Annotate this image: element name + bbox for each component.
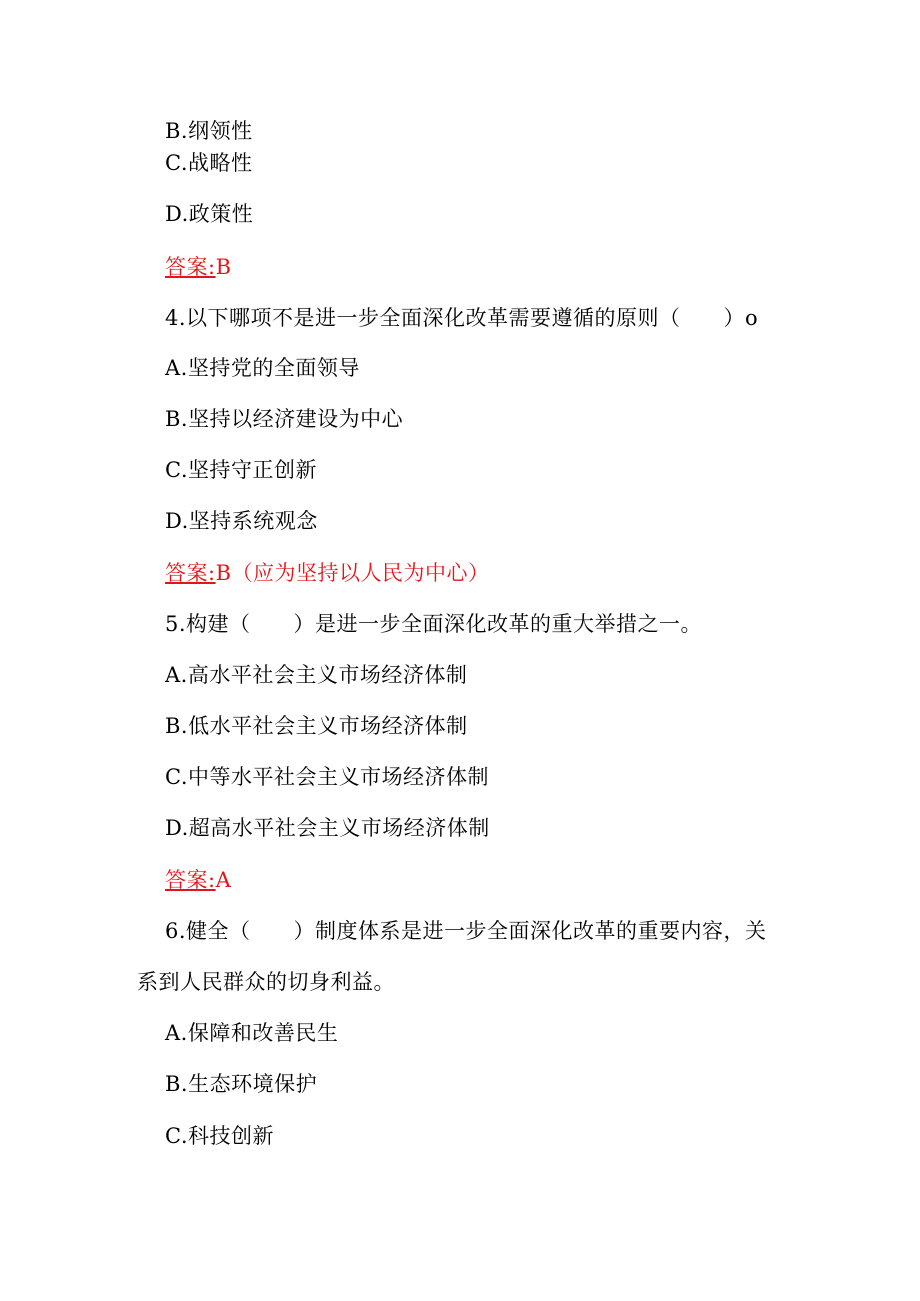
q3-answer-value: B	[215, 255, 232, 279]
q4-option-b: B.坚持以经济建设为中心	[165, 407, 404, 431]
q3-option-d: D.政策性	[165, 202, 254, 226]
q3-answer-label: 答案:	[165, 255, 216, 279]
q4-option-c: C.坚持守正创新	[165, 458, 317, 482]
q5-option-d: D.超高水平社会主义市场经济体制	[165, 816, 490, 840]
q3-option-c: C.战略性	[165, 151, 253, 175]
q4-stem: 4.以下哪项不是进一步全面深化改革需要遵循的原则（ ）o	[165, 306, 759, 330]
q6-option-a: A.保障和改善民生	[165, 1021, 339, 1045]
q5-option-c: C.中等水平社会主义市场经济体制	[165, 765, 489, 789]
q6-stem-line-1: 6.健全（ ）制度体系是进一步全面深化改革的重要内容，关	[165, 919, 767, 943]
q6-option-b: B.生态环境保护	[165, 1072, 318, 1096]
q5-answer-value: A	[215, 868, 232, 892]
q4-answer-label: 答案:	[165, 561, 216, 585]
q5-stem: 5.构建（ ）是进一步全面深化改革的重大举措之一。	[165, 612, 703, 636]
q5-option-b: B.低水平社会主义市场经济体制	[165, 714, 468, 738]
q3-option-b: B.纲领性	[165, 119, 253, 143]
q5-answer	[165, 867, 231, 893]
q4-option-d: D.坚持系统观念	[165, 509, 318, 533]
q5-option-a: A.高水平社会主义市场经济体制	[165, 663, 468, 687]
q4-option-a: A.坚持党的全面领导	[165, 356, 360, 380]
q3-answer	[165, 254, 232, 280]
q5-answer-label: 答案:	[165, 868, 216, 892]
q6-stem-line-2: 系到人民群众的切身利益。	[137, 970, 395, 994]
q6-option-c: C.科技创新	[165, 1124, 274, 1148]
q4-answer	[165, 560, 490, 586]
q4-answer-value: B（应为坚持以人民为中心）	[215, 561, 490, 585]
